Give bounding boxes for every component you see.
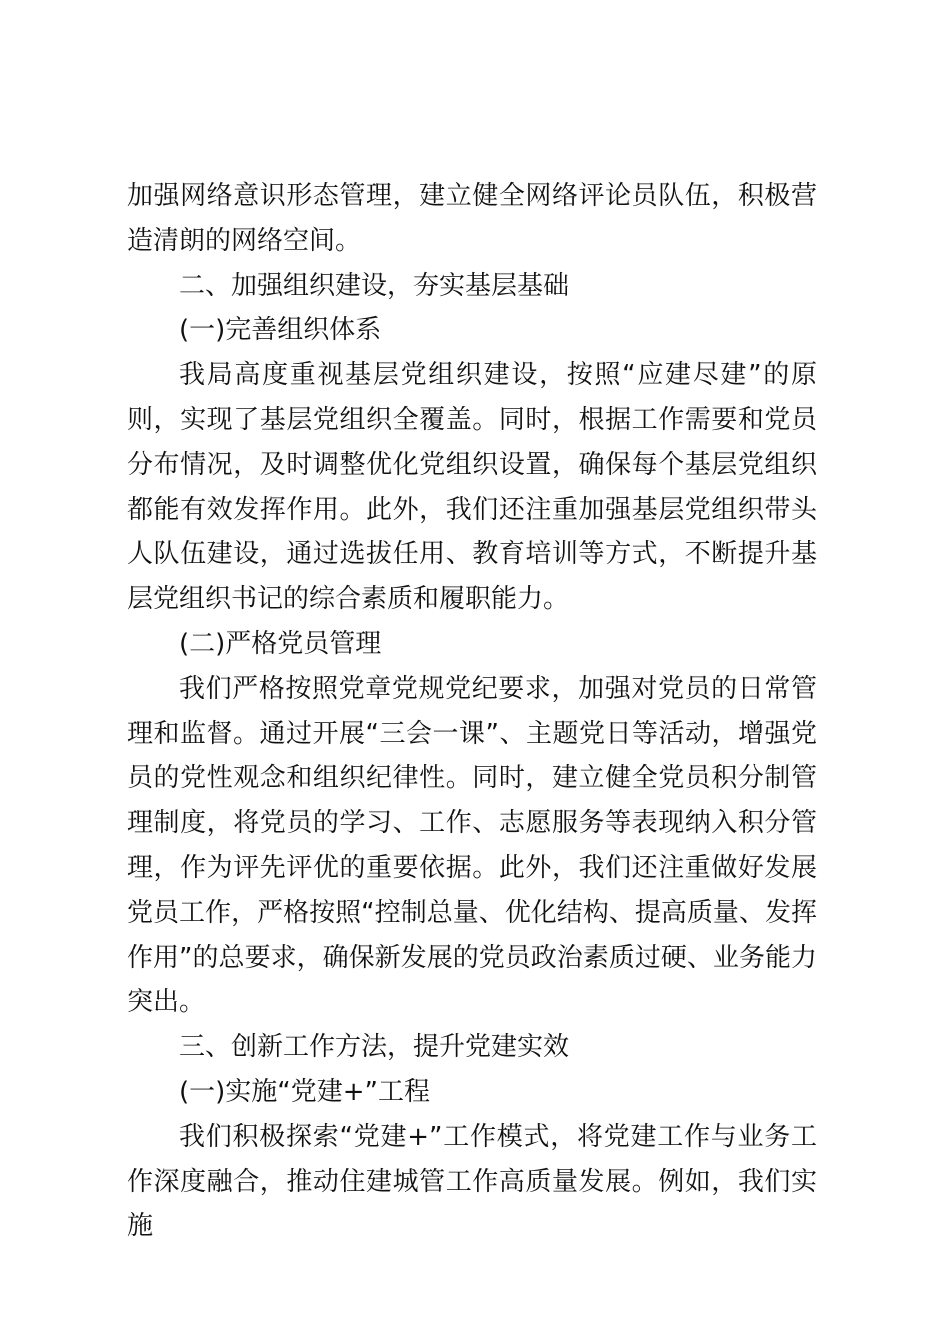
paragraph-member-management: 我们严格按照党章党规党纪要求，加强对党员的日常管理和监督。通过开展“三会一课”、主题党日等活动，增强党员的党性观念和组织纪律性。同时，建立健全党员积分制管理制度，将党员的学习、工作、志愿服务等表现纳入积分管理，作为评先评优的重要依据。此外，我们还注重做好发展党员工作，严格按照“控制总量、优化结构、提高质量、发挥作用”的总要求，确保新发展的党员政治素质过硬、业务能力突出。 [127, 673, 817, 1018]
section-heading-organization-building: 二、加强组织建设，夯实基层基础 [179, 270, 570, 301]
section-heading-innovative-methods: 三、创新工作方法，提升党建实效 [179, 1032, 570, 1063]
subheading-strict-member-management: (二)严格党员管理 [179, 628, 382, 659]
paragraph-party-building-plus-model: 我们积极探索“党建+”工作模式，将党建工作与业务工作深度融合，推动住建城管工作高质量发展。例如，我们实施 [127, 1121, 817, 1242]
subheading-improve-organization-system: (一)完善组织体系 [179, 315, 382, 346]
document-body [127, 174, 817, 1249]
paragraph-grassroots-organization: 我局高度重视基层党组织建设，按照“应建尽建”的原则，实现了基层党组织全覆盖。同时，根据工作需要和党员分布情况，及时调整优化党组织设置，确保每个基层党组织都能有效发挥作用。此外，我们还注重加强基层党组织带头人队伍建设，通过选拔任用、教育培训等方式，不断提升基层党组织书记的综合素质和履职能力。 [127, 360, 817, 615]
paragraph-cyberspace-management: 加强网络意识形态管理，建立健全网络评论员队伍，积极营造清朗的网络空间。 [127, 181, 817, 256]
subheading-party-building-plus: (一)实施“党建+”工程 [179, 1076, 431, 1107]
